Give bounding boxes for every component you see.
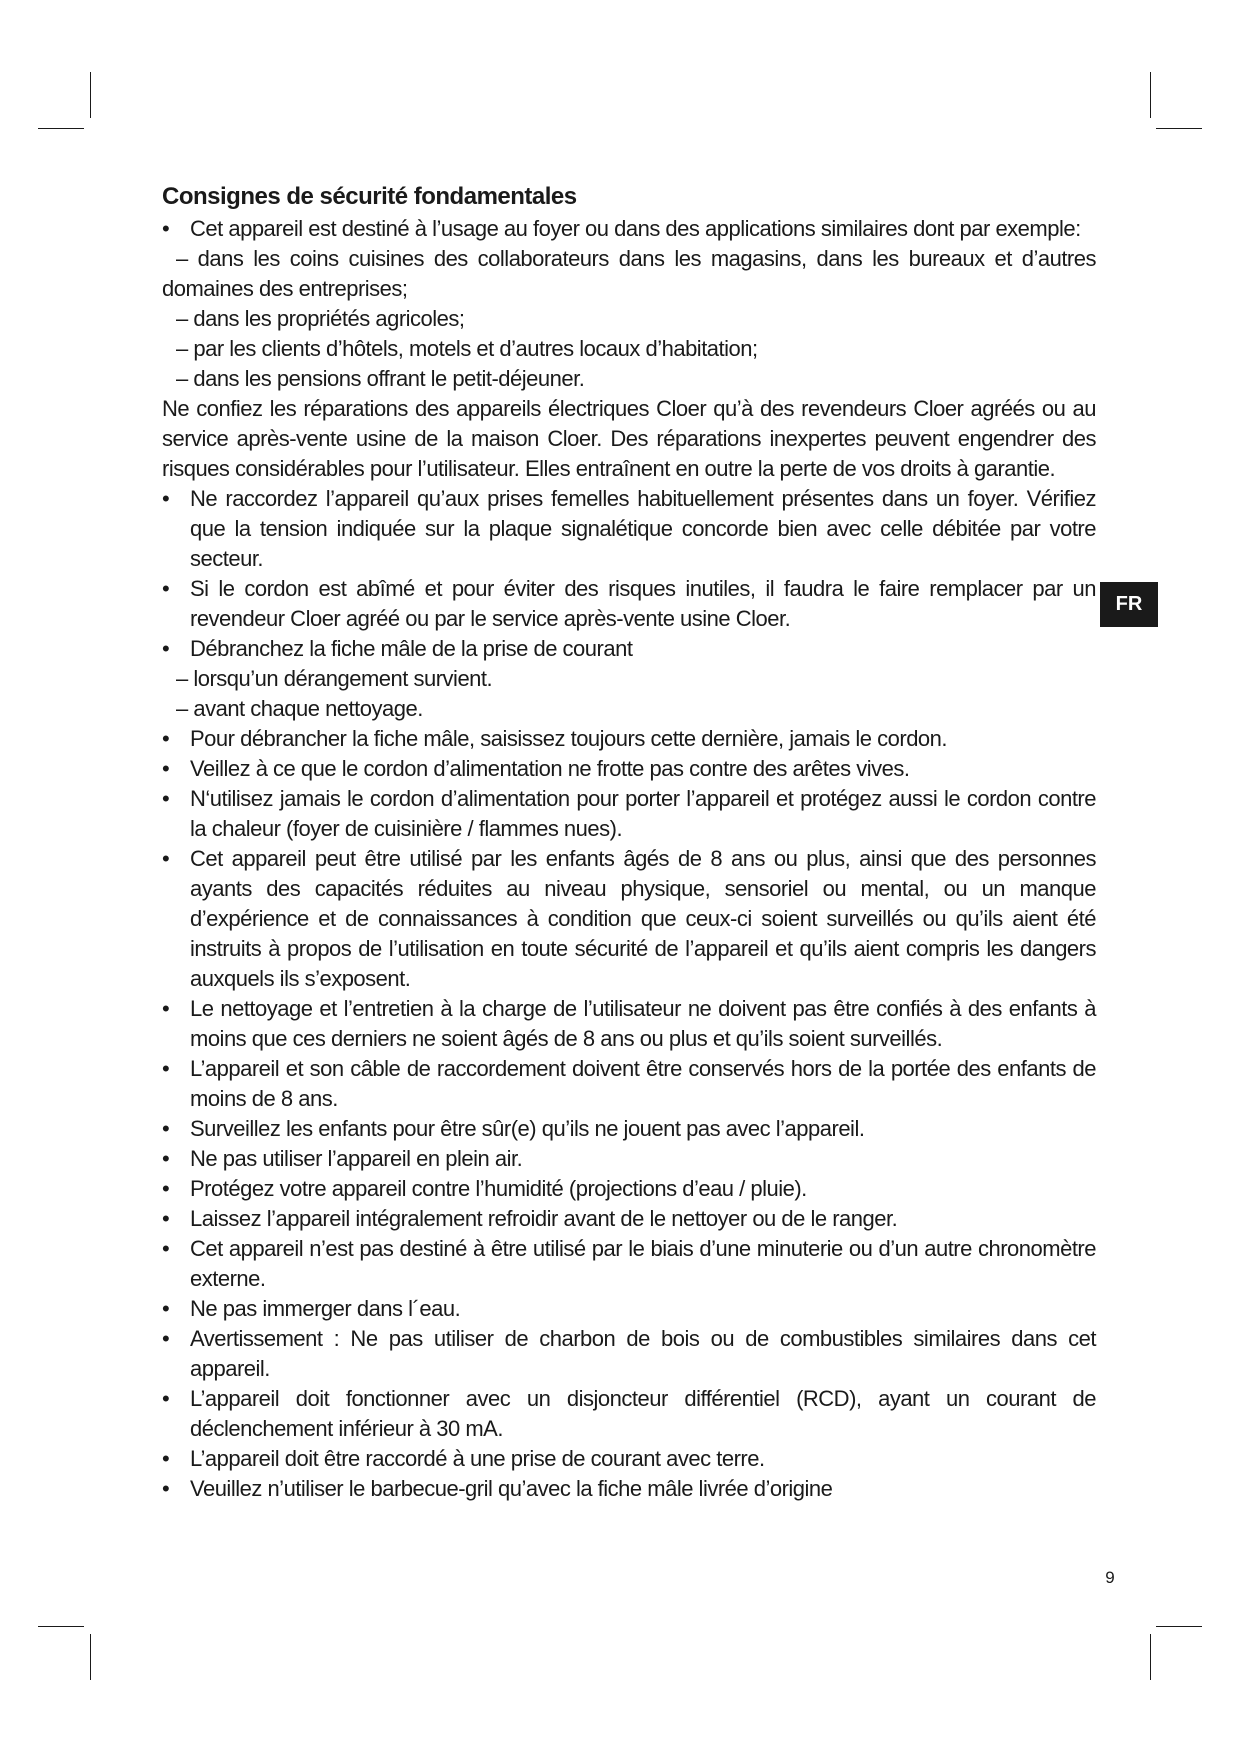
bullet-item: • Ne pas utiliser l’appareil en plein air. bbox=[162, 1144, 1096, 1174]
bullet-item: • Si le cordon est abîmé et pour éviter des risques inutiles, il faudra le faire remplacer par un revendeur Cloer agréé ou par le service après-vente usine Cloer. bbox=[162, 574, 1096, 634]
blocks-list bbox=[162, 214, 1096, 1504]
bullet-item: • Ne raccordez l’appareil qu’aux prises femelles habituellement présentes dans un foyer. Vérifiez que la tension indiquée sur la plaque signalétique concorde bien avec celle débitée par votre secteur. bbox=[162, 484, 1096, 574]
dash-item: – dans les propriétés agricoles; bbox=[176, 306, 465, 331]
crop-mark-tl-h bbox=[38, 128, 84, 129]
bullet-item: • Veuillez n’utiliser le barbecue-gril qu’avec la fiche mâle livrée d’origine bbox=[162, 1474, 1096, 1504]
bullet-item: • L’appareil doit fonctionner avec un disjoncteur différentiel (RCD), ayant un courant de déclenchement inférieur à 30 mA. bbox=[162, 1384, 1096, 1444]
bullet-item: • Avertissement : Ne pas utiliser de charbon de bois ou de combustibles similaires dans cet appareil. bbox=[162, 1324, 1096, 1384]
page-number: 9 bbox=[1105, 1568, 1115, 1587]
bullet-item: • Surveillez les enfants pour être sûr(e) qu’ils ne jouent pas avec l’appareil. bbox=[162, 1114, 1096, 1144]
crop-mark-tr-h bbox=[1156, 128, 1202, 129]
section-title: Consignes de sécurité fondamentales bbox=[162, 183, 577, 210]
bullet-item: • L’appareil doit être raccordé à une prise de courant avec terre. bbox=[162, 1444, 1096, 1474]
crop-mark-bl-v bbox=[90, 1634, 91, 1680]
safety-instructions bbox=[162, 182, 1096, 1504]
dash-item: – par les clients d’hôtels, motels et d’autres locaux d’habitation; bbox=[176, 336, 758, 361]
crop-mark-tr-v bbox=[1150, 72, 1151, 118]
bullet-item: • Cet appareil est destiné à l’usage au foyer ou dans des applications similaires dont par exemple: bbox=[162, 214, 1096, 244]
bullet-item: • Veillez à ce que le cordon d’alimentation ne frotte pas contre des arêtes vives. bbox=[162, 754, 1096, 784]
dash-item: – lorsqu’un dérangement survient. bbox=[176, 666, 493, 691]
bullet-item: • Ne pas immerger dans l´eau. bbox=[162, 1294, 1096, 1324]
bullet-item: • Débranchez la fiche mâle de la prise de courant bbox=[162, 634, 1096, 664]
crop-mark-br-v bbox=[1150, 1634, 1151, 1680]
crop-mark-tl-v bbox=[90, 72, 91, 118]
bullet-item: • Le nettoyage et l’entretien à la charge de l’utilisateur ne doivent pas être confiés à des enfants à moins que ces derniers ne soient âgés de 8 ans ou plus et qu’ils soient surveillés. bbox=[162, 994, 1096, 1054]
paragraph: Ne confiez les réparations des appareils électriques Cloer qu’à des revendeurs Cloer agréés ou au service après-vente usine de la maison Cloer. Des réparations inexpertes peuvent engendrer des risques considérables pour l’utilisateur. Elles entraînent en outre la perte de vos droits à garantie. bbox=[162, 396, 1096, 481]
crop-mark-br-h bbox=[1156, 1626, 1202, 1627]
language-badge: FR bbox=[1100, 582, 1158, 627]
crop-mark-bl-h bbox=[38, 1626, 84, 1627]
dash-item: – dans les coins cuisines des collaborateurs dans les magasins, dans les bureaux et d’autres domaines des entreprises; bbox=[162, 246, 1096, 301]
bullet-item: • N‘utilisez jamais le cordon d’alimentation pour porter l’appareil et protégez aussi le cordon contre la chaleur (foyer de cuisinière / flammes nues). bbox=[162, 784, 1096, 844]
dash-item: – avant chaque nettoyage. bbox=[176, 696, 423, 721]
bullet-item: • Pour débrancher la fiche mâle, saisissez toujours cette dernière, jamais le cordon. bbox=[162, 724, 1096, 754]
bullet-item: • Cet appareil n’est pas destiné à être utilisé par le biais d’une minuterie ou d’un autre chronomètre externe. bbox=[162, 1234, 1096, 1294]
bullet-item: • Protégez votre appareil contre l’humidité (projections d’eau / pluie). bbox=[162, 1174, 1096, 1204]
bullet-item: • Laissez l’appareil intégralement refroidir avant de le nettoyer ou de le ranger. bbox=[162, 1204, 1096, 1234]
dash-item: – dans les pensions offrant le petit-déjeuner. bbox=[176, 366, 585, 391]
bullet-item: • L’appareil et son câble de raccordement doivent être conservés hors de la portée des enfants de moins de 8 ans. bbox=[162, 1054, 1096, 1114]
bullet-item: • Cet appareil peut être utilisé par les enfants âgés de 8 ans ou plus, ainsi que des personnes ayants des capacités réduites au niveau physique, sensoriel ou mental, ou un manque d’expérience et de connaissances à condition que ceux-ci soient surveillés ou qu’ils aient été instruits à propos de l’utilisation en toute sécurité de l’appareil et qu’ils aient compris les dangers auxquels ils s’exposent. bbox=[162, 844, 1096, 994]
